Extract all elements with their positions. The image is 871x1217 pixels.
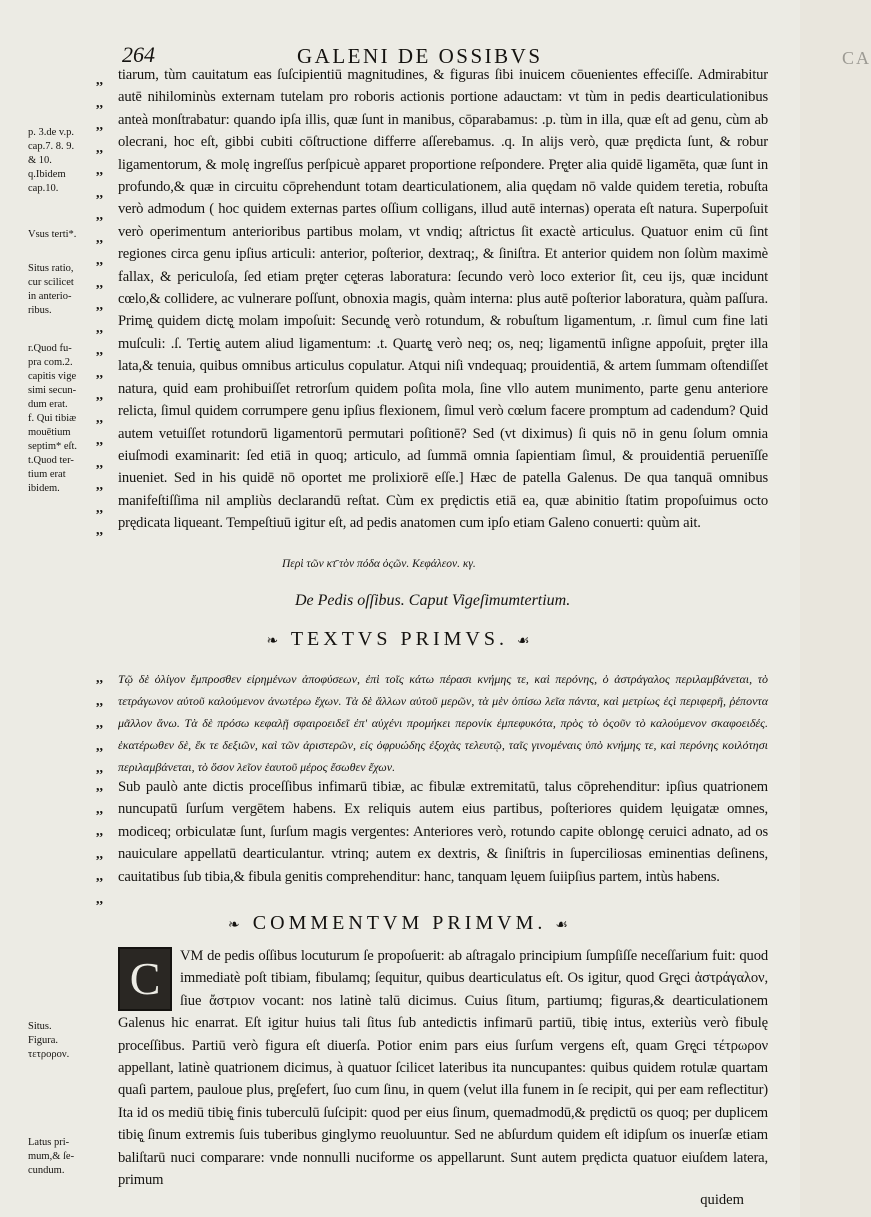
heading-textus-primus	[0, 628, 800, 651]
margin-note-usus	[28, 228, 100, 242]
margin-note-situs-figura	[28, 1020, 100, 1062]
quote-mark: ,,	[96, 478, 103, 493]
quote-mark: ,,	[96, 230, 103, 246]
quote-mark: ,,	[96, 523, 103, 538]
margin-note-line: mouētium	[28, 427, 71, 438]
section-title: De Pedis oſſibus. Caput Vigeſimumtertium.	[295, 592, 571, 609]
margin-note-line: ibidem.	[28, 483, 60, 494]
quote-mark: ,,	[96, 343, 103, 358]
ornament-right-icon: ☙	[555, 918, 572, 933]
quote-mark: ,,	[96, 365, 103, 381]
quote-mark: ,,	[96, 275, 103, 291]
page-number: 264	[122, 42, 155, 67]
quote-mark: ,,	[96, 253, 103, 268]
quote-mark: ,,	[96, 846, 103, 862]
margin-note-line: q.Ibidem	[28, 169, 66, 180]
margin-note-line: pra com.2.	[28, 357, 73, 368]
quote-mark: ,,	[96, 208, 103, 223]
margin-note-line: capitis vige	[28, 371, 77, 382]
margin-note-line: cap.7. 8. 9.	[28, 141, 75, 152]
quote-mark: ,,	[96, 500, 103, 516]
margin-note-quod	[28, 342, 100, 496]
quote-mark: ,,	[96, 320, 103, 336]
quote-mark: ,,	[96, 891, 103, 907]
catchword: quidem	[700, 1192, 744, 1208]
margin-note-line: & 10.	[28, 155, 52, 166]
quote-mark: ,,	[96, 95, 103, 111]
body-paragraph-galen-quote: tiarum, tùm cauitatum eas ſuſcipientiū magnitudines, & figuras ſibi inuicem cōuenientes effeciſſe. Admirabitur autē nihilominùs externam tutelam pro roboris actionis portione adauctam: vt tùm in pedis dearticulationibus anteà monſtrabatur: quando ipſa illis, quæ ſunt in manibus, cōparabamus: .p. tùm in illa, quæ eſt ad genu, cùm ab olecrani, hoc eſt, gibbi cubiti cōſtructione differre aſſerebamus. .q. In alijs verò, quæ prędicta ſunt, & robur ligamentorum, & molę ingreſſus perſpicuè apparet proportione reſpondere. Prę̨ter alia quidē ligamēta, quæ ſunt in profundo,& quæ in circuitu cōprehendunt totam dearticulationem, alia quędam nō valde quidem teretia, robuſta verò admodum ( hoc quidem externas partes oſſium colligans, illud autē internas) operata eſt natura. Superpoſuit verò operimentum anterioribus partibus molam, vt vndiq; aſtrictus ſit exactè articulus. Quatuor enim cū ſint regiones circa genu ipſius articuli: anterior, poſterior, dextraq;, & ſiniſtra. Et anterior quidem non ſolùm maximè fallax, & periculoſa, ſed etiam prę̨ter cę̨teras laboratura: ſecundo verò loco exterior ſit, ceu ijs, quæ incidunt cœlo,& collidere, ac vulnerare poſſunt, obnoxia magis, quàm interna: plus autē poſterior laboratura, quàm paſſura. Primę̨ quidem dictę̨ molam impoſuit: Secundę̨ verò rotundum, & robuſtum ligamentum, .r. ſimul cum fine lati muſculi: .ſ. Tertię̨ autem aliud ligamentum: .t. Quartę̨ verò neq; os, neq; ligamentū inſigne appoſuit, prę̨ter illa lata,& tenuia, quibus omnibus articulus copulatur. Atqui niſi vndequaq; prouidentiā, & artem ſummam oſtendiſſet natura, quid eam prohibuiſſet retrorſum quidem poſita mola, ſine vllo autem munimento, parte genu anteriore relicta, ſimul quidem corrumpere genu ipſius flexionem, ſimul verò cœlum facere promptum ad cadendum? Quid autem vetuiſſet rotundorū ligamentorū permutari poſitionē? Sed (vt diximus) ſi quis nō in genu ſolum omnia eiuſmodi examinarit: ſed etiā in quoq; articulo, ad ſummā omnia ſapientiam ſimul, & prouidentiā peruenīſſe inueniet. Sed in his quidē nō oportet me prolixiorē eſſe.] Hæc de patella Galenus. De qua tanquā omnibus manifeſtiſſima nil ampliùs declarandū reſtat. Cùm ex prędictis etiā ea, quæ abinitio ſtatim propoſuimus octo prędicata liqueant. Tempeſtiuū igitur eſt, ad pedis anatomen cum ipſo etiam Galeno conuerti: quùm ait.	[118, 67, 768, 532]
margin-note-line: cundum.	[28, 1165, 65, 1176]
heading-text: COMMENTVM PRIMVM.	[252, 912, 547, 934]
greek-text-passage: Τῷ δὲ ὀλίγον ἔμπροσθεν εἰρημένων ἀποφύσεων, ἐπὶ τοῖς κάτω πέρασι κνήμης τε, καὶ περόνης, ὁ ἀστράγαλος περιλαμβάνεται, τὸ τετράγωνον αὐτοῦ καλούμενον ἀνωτέρω ἔχων. Τὰ δὲ ἄλλων αὐτοῦ μερῶν, τὰ μὲν ὀπίσω λεῖα πάντα, καὶ μετρίως ἐςὶ περιφερῆ, ῥέποντα μᾶλλον ἄνω. Τὰ δὲ πρόσω κεφαλῇ σφαιροειδεῖ ἐπ' αὐχένι προμήκει περονίκ ἐμπεφυκότα, πρὸς τὸ ὀςοῦν τὸ καλούμενον σκαφοειδές. ἑκατέρωθεν δὲ, ἔκ τε δεξιῶν, καὶ τῶν ἀριστερῶν, εἰς ὀφρυώδης ἐξοχὰς τελευτῷ, ταῖς γινομέναις ὑπὸ κνήμης τε, καὶ περόνης κοιλότησι περιλαμβάνεται, τὸ ὅσον λεῖον ἑαυτοῦ μέρος ἔσωθεν ἔχων.	[118, 672, 768, 774]
quote-marks-column-greek	[96, 668, 120, 781]
margin-note-line: simi secun-	[28, 385, 77, 396]
heading-commentum-primum	[0, 912, 800, 935]
latin-translation-paragraph: Sub paulò ante dictis proceſſibus infimarū tibiæ, ac fibulæ extremitatū, talus cōprehenditur: ipſius quatrionem nuncupatū ſurſum vergētem habens. Ex reliquis autem eius partibus, poſteriores quidem lęuigatæ omnes, modiceq; orbiculatæ ſunt, ſurſum magis vergentes: Anteriores verò, rotundo capite oblongę ceruici adnato, ad os nauiculare appellatū dearticulantur. vtrinq; autem ex dextris, & ſiniſtris in ſuperciliosas eminentias deſinens, cauitatibus ſub tibia,& fibula genitis comprehenditur: hanc, tanquam lęuem ſuiipſius partem, intùs habens.	[118, 779, 768, 885]
margin-note-line: p. 3.de v.p.	[28, 127, 74, 138]
quote-mark: ,,	[96, 73, 103, 88]
quote-mark: ,,	[96, 869, 103, 884]
quote-mark: ,,	[96, 185, 103, 201]
quote-mark: ,,	[96, 738, 103, 754]
quote-mark: ,,	[96, 140, 103, 156]
margin-note-line: cur scilicet	[28, 277, 74, 288]
margin-note-line: Vsus terti*.	[28, 229, 77, 240]
quote-mark: ,,	[96, 716, 103, 731]
quote-mark: ,,	[96, 388, 103, 403]
margin-note-line: Figura.	[28, 1035, 59, 1046]
greek-chapter-title: Περὶ τῶν κτ̄ τὸν πόδα ὀςῶν. Κεφάλεον. κγ.	[282, 558, 476, 570]
margin-note-line: ribus.	[28, 305, 52, 316]
quote-mark: ,,	[96, 410, 103, 426]
margin-note-line: τετρορον.	[28, 1049, 70, 1060]
margin-note-line: Situs.	[28, 1021, 52, 1032]
margin-note-line: mum,& ſe-	[28, 1151, 75, 1162]
quote-mark: ,,	[96, 779, 103, 794]
commentary-paragraph	[118, 945, 768, 1191]
margin-note-line: f. Qui tibiæ	[28, 413, 77, 424]
quote-mark: ,,	[96, 118, 103, 133]
quote-mark: ,,	[96, 824, 103, 839]
margin-note-line: Situs ratio,	[28, 263, 74, 274]
quote-mark: ,,	[96, 801, 103, 817]
margin-note-line: dum erat.	[28, 399, 68, 410]
margin-note-line: Latus pri-	[28, 1137, 70, 1148]
margin-note-line: r.Quod fu-	[28, 343, 72, 354]
margin-note-situs-ratio	[28, 262, 100, 318]
quote-marks-column-latin	[96, 776, 120, 911]
quote-marks-column	[96, 70, 120, 543]
margin-note-line: cap.10.	[28, 183, 59, 194]
ornament-right-icon: ☙	[516, 634, 534, 649]
margin-note-line: septim* eſt.	[28, 441, 77, 452]
quote-mark: ,,	[96, 455, 103, 471]
quote-mark: ,,	[96, 761, 103, 776]
ornament-left-icon: ❧	[266, 634, 283, 649]
commentary-text: VM de pedis oſſibus locuturum ſe propoſuerit: ab aſtragalo principium ſumpſiſſe neceſſarium fuit: quod immediatè poſt tibiam, fibulamq; ſequitur, quibus dearticulatus eſt. Os igitur, quod Grę̨ci ἀστράγαλον, ſiue ἄστριον vocant: nos latinè talū dicimus. Cuius ſitum, partiumq; figuras,& dearticulationem Galenus hic enarrat. Eſt igitur huius tali ſitus ſub antedictis infimarū partiū, tibię intus, exteriùs verò fibulę proceſſibus. Partiū verò figura eſt diuerſa. Potior enim pars eius ſurſum vergens eſt, quam Grę̨ci τέτρωρον appellant, latinè quatrionem dicimus, à quatuor ſcilicet lateribus ita nuncupantes: quibus quidem rotulæ quartam quaſi partem, pauloue plus, prę̨ſefert, ſuo cum ſinu, in quem (velut illa funem in ſe recipit, qui per eam reflectitur) Ita id os mediū tibię̨ finis tuberculū ſuſcipit: quod per eius ſinum, quemadmodū,& prędictū os quoq; per duplicem tibię̨ ſinum extremis ſuis tuberibus ginglymo reuoluuntur. Sed ne abſurdum quidem eſt idipſum os inuerſæ etiam baliſtarū nuci comparare: vnde nonnulli nuciforme os appellarunt. Sunt autem prędicta quatuor eiuſdem latera, primum	[118, 948, 768, 1189]
margin-note-references	[28, 126, 100, 196]
margin-note-line: t.Quod ter-	[28, 455, 74, 466]
margin-note-line: in anterio-	[28, 291, 72, 302]
bleed-through-text: CA	[842, 48, 871, 68]
quote-mark: ,,	[96, 433, 103, 448]
running-title: GALENI DE OSSIBVS	[297, 44, 543, 68]
quote-mark: ,,	[96, 163, 103, 178]
decorated-initial: C	[118, 947, 172, 1011]
ornament-left-icon: ❧	[228, 918, 244, 933]
heading-text: TEXTVS PRIMVS.	[290, 628, 508, 650]
quote-mark: ,,	[96, 693, 103, 709]
quote-mark: ,,	[96, 671, 103, 686]
quote-mark: ,,	[96, 298, 103, 313]
margin-note-line: tium erat	[28, 469, 66, 480]
margin-note-latus	[28, 1136, 100, 1178]
